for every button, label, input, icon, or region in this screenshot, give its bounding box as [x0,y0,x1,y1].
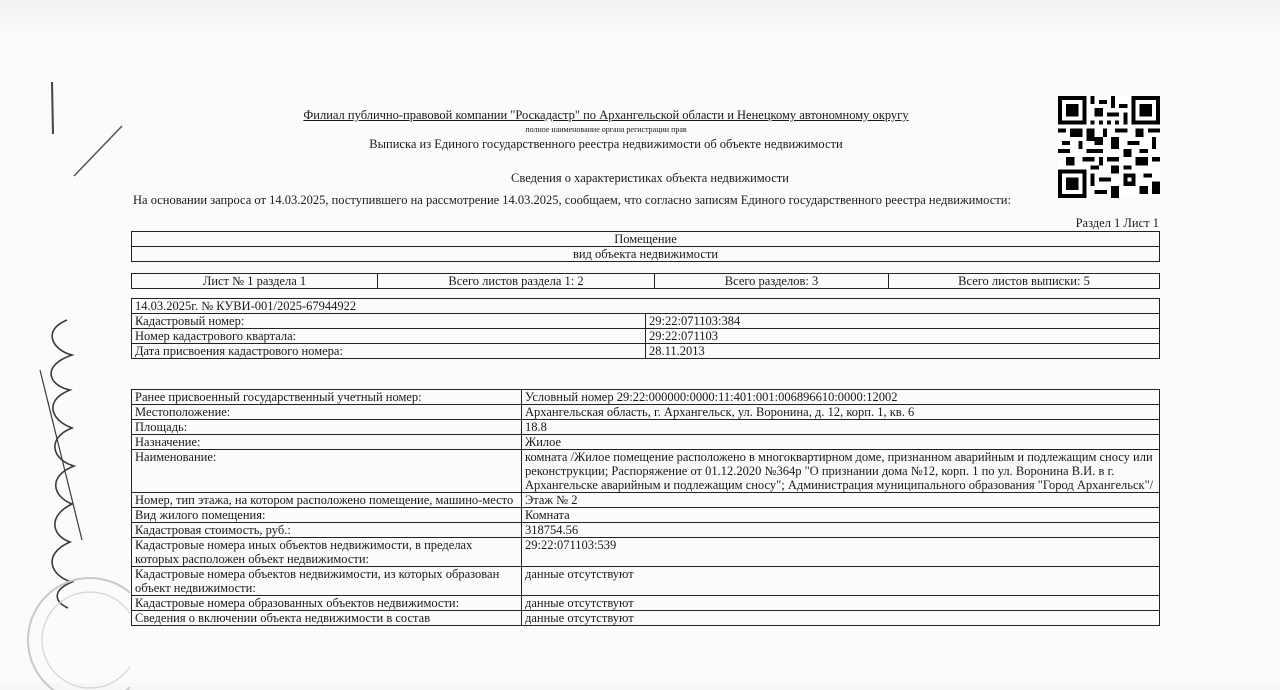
section-title: Сведения о характеристиках объекта недвижимости [511,171,789,185]
pen-mark [50,82,54,134]
total-section-sheets: Всего листов раздела 1: 2 [378,274,655,289]
table-row [132,390,1160,405]
row-value: 318754.56 [522,523,1160,538]
row-label: Кадастровые номера иных объектов недвижимости, в пределах которых расположен объект недвижимости: [132,538,522,567]
table-row [132,611,1160,626]
properties-table [131,389,1160,626]
row-label: Кадастровый номер: [132,314,646,329]
section-reference: Раздел 1 Лист 1 [1075,216,1159,230]
pen-mark [72,124,124,178]
row-value: Архангельская область, г. Архангельск, ул. Воронина, д. 12, корп. 1, кв. 6 [522,405,1160,420]
table-row [132,450,1160,493]
row-value: 29:22:071103 [646,329,1160,344]
table-row [132,314,1160,329]
table-row [132,538,1160,567]
row-label: Сведения о включении объекта недвижимости в состав [132,611,522,626]
row-value: Жилое [522,435,1160,450]
identifiers-table [131,298,1160,359]
row-label: Кадастровые номера объектов недвижимости, из которых образован объект недвижимости: [132,567,522,596]
table-row [132,329,1160,344]
qr-code [1058,96,1160,198]
row-value: 18.8 [522,420,1160,435]
table-row [132,435,1160,450]
row-value: комната /Жилое помещение расположено в многоквартирном доме, признанном аварийным и подлежащим сносу или реконструкции; Распоряжение от 01.12.2020 №364р "О признании дома №12, корп. 1 по ул. Воронина В.И. в г. Архангельске аварийным и подлежащим сносу"; Администрация муниципального образования "Город Архангельск"/ [522,450,1160,493]
row-value: 28.11.2013 [646,344,1160,359]
row-label: Кадастровые номера образованных объектов недвижимости: [132,596,522,611]
row-label: Местоположение: [132,405,522,420]
table-row [132,523,1160,538]
row-label: Дата присвоения кадастрового номера: [132,344,646,359]
table-row [132,405,1160,420]
row-value: данные отсутствуют [522,596,1160,611]
row-label: Назначение: [132,435,522,450]
row-label: Площадь: [132,420,522,435]
row-label: Вид жилого помещения: [132,508,522,523]
scan-border [0,0,1280,34]
total-extract-sheets: Всего листов выписки: 5 [889,274,1160,289]
row-label: Ранее присвоенный государственный учетный номер: [132,390,522,405]
table-row [132,493,1160,508]
organization-caption: полное наименование органа регистрации прав [525,125,687,134]
stamp [20,540,130,690]
organization-name: Филиал публично-правовой компании "Роскадастр" по Архангельской области и Ненецкому автономному округу [303,108,909,122]
row-label: Наименование: [132,450,522,493]
object-type-caption: вид объекта недвижимости [132,247,1160,262]
table-row [132,420,1160,435]
request-number: 14.03.2025г. № КУВИ-001/2025-67944922 [132,299,1160,314]
sheet-number: Лист № 1 раздела 1 [132,274,378,289]
row-label: Кадастровая стоимость, руб.: [132,523,522,538]
table-row [132,567,1160,596]
row-label: Номер кадастрового квартала: [132,329,646,344]
object-type-value: Помещение [132,232,1160,247]
row-value: данные отсутствуют [522,611,1160,626]
basis-text: На основании запроса от 14.03.2025, поступившего на рассмотрение 14.03.2025, сообщаем, что согласно записям Единого государственного реестра недвижимости: [133,193,1011,207]
object-type-table [131,231,1160,262]
total-sections: Всего разделов: 3 [655,274,889,289]
table-row [132,508,1160,523]
row-value: Комната [522,508,1160,523]
row-value: данные отсутствуют [522,567,1160,596]
sheets-table [131,273,1160,289]
table-row [132,344,1160,359]
row-value: 29:22:071103:539 [522,538,1160,567]
row-value: Условный номер 29:22:000000:0000:11:401:001:006896610:0000:12002 [522,390,1160,405]
table-row [132,596,1160,611]
row-label: Номер, тип этажа, на котором расположено помещение, машино-место [132,493,522,508]
row-value: Этаж № 2 [522,493,1160,508]
document-title: Выписка из Единого государственного реестра недвижимости об объекте недвижимости [369,137,843,151]
row-value: 29:22:071103:384 [646,314,1160,329]
